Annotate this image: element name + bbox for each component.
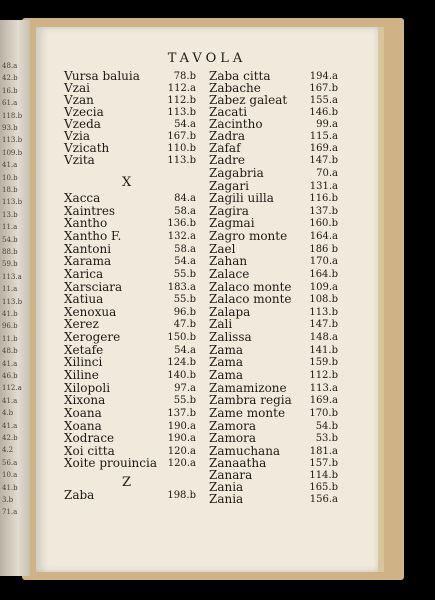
facing-page-stub: 109.b (2, 148, 23, 157)
index-entry-page-ref: 55.b (173, 395, 196, 406)
index-entry-page-ref: 137.b (309, 206, 338, 217)
index-entry-page-ref: 58.a (174, 244, 196, 255)
index-entry-name: Zalaco monte (209, 292, 292, 306)
index-entry-page-ref: 140.b (167, 370, 196, 381)
index-entry-page-ref: 110.b (167, 143, 196, 154)
index-entry-page-ref: 136.b (167, 218, 196, 229)
facing-page-stub: 71.a (2, 508, 18, 517)
index-entry-name: Xiline (64, 368, 99, 382)
index-entry-page-ref: 146.b (309, 107, 338, 118)
facing-page-stub: 3.b (2, 496, 14, 504)
facing-page-stub: 4.b (2, 409, 14, 418)
facing-page-stub: 113.b (2, 297, 23, 306)
index-entry-name: Xilopoli (64, 381, 111, 395)
index-entry-name: Vzita (64, 153, 95, 167)
index-entry-name: Zahan (209, 254, 248, 268)
index-entry-page-ref: 148.a (309, 332, 338, 343)
index-entry-name: Zaba citta (209, 69, 271, 83)
index-entry-name: Zama (209, 368, 244, 382)
index-entry-name: Zamamizone (209, 381, 287, 395)
index-entry-name: Vzan (64, 93, 94, 107)
index-entry-name: Zalace (209, 267, 250, 281)
index-entry-page-ref: 159.b (309, 357, 338, 368)
index-entry-name: Xoana (64, 419, 102, 433)
index-entry-name: Vzicath (64, 141, 110, 155)
index-entry-page-ref: 113.b (309, 307, 338, 318)
index-entry-page-ref: 108.b (309, 294, 338, 305)
facing-page-stub: 10.b (2, 173, 18, 182)
index-entry-page-ref: 113.b (167, 155, 196, 166)
facing-page-stub: 42.b (2, 434, 18, 442)
index-entry-page-ref: 164.b (309, 269, 338, 280)
index-entry-name: Xodrace (64, 431, 115, 445)
facing-page-stub: 113.b (2, 136, 23, 145)
facing-page-stub: 11.a (2, 223, 18, 232)
index-entry-page-ref: 78.b (173, 71, 196, 82)
index-entry-page-ref: 114.b (309, 470, 338, 481)
index-entry-name: Xerez (64, 317, 99, 331)
index-entry-page-ref: 54.a (174, 119, 196, 130)
index-entry-page-ref: 141.b (309, 345, 338, 356)
index-entry-page-ref: 58.a (174, 206, 196, 217)
index-entry-name: Zania (209, 480, 244, 494)
index-entry-name: Zalissa (209, 330, 252, 344)
facing-page-stub: 41.a (2, 359, 18, 368)
index-entry-page-ref: 55.b (173, 269, 196, 280)
index-entry-name: Zalaco monte (209, 280, 292, 294)
facing-page-stub: 11.b (2, 334, 18, 343)
index-entry-page-ref: 124.b (167, 357, 196, 368)
index-entry-page-ref: 170.b (309, 408, 338, 419)
facing-page-stub: 41.a (2, 396, 18, 405)
index-entry-name: Zagira (209, 204, 249, 218)
index-entry-page-ref: 120.a (167, 458, 196, 469)
index-entry-name: Zanaatha (209, 456, 267, 470)
index-entry-name: Zadre (209, 153, 246, 167)
index-entry-page-ref: 54.a (174, 256, 196, 267)
index-entry-page-ref: 112.b (167, 95, 196, 106)
facing-page-stub: 118.b (2, 111, 23, 120)
facing-page-edge (0, 20, 30, 576)
facing-page-stub: 113.b (2, 198, 23, 207)
page-edge-shadow (378, 27, 384, 572)
index-entry-name: Xoana (64, 406, 102, 420)
index-entry-page-ref: 55.b (173, 294, 196, 305)
index-entry-name: Xarsciara (64, 280, 123, 294)
index-entry-page-ref: 84.a (174, 193, 196, 204)
index-entry-page-ref: 97.a (174, 383, 196, 394)
facing-page-stub: 41.a (2, 161, 18, 170)
index-entry-name: Xilinci (64, 355, 103, 369)
index-entry-name: Zael (209, 242, 236, 256)
index-entry-name: Zania (209, 492, 244, 506)
index-entry-name: Zaba (64, 488, 95, 502)
facing-page-stub: 59.b (2, 260, 18, 269)
index-entry-name: Zadra (209, 129, 246, 143)
index-entry-name: Xantho F. (64, 229, 122, 243)
index-entry-page-ref: 115.a (309, 131, 338, 142)
index-entry-name: Zagari (209, 179, 249, 193)
index-entry-page-ref: 181.a (309, 446, 338, 457)
facing-page-stub: 46.b (2, 372, 18, 380)
index-entry-name: Xarama (64, 254, 112, 268)
facing-page-stub: 54.b (2, 235, 18, 244)
facing-page-stub: 41.b (2, 310, 18, 318)
facing-page-stub: 88.b (2, 248, 18, 256)
facing-page-stub: 13.b (2, 210, 18, 219)
facing-page-stub: 61.a (2, 99, 18, 108)
index-entry-name: Zamora (209, 431, 256, 445)
section-letter: Z (122, 475, 132, 490)
index-entry-name: Zamora (209, 419, 256, 433)
facing-page-stub: 16.b (2, 86, 18, 95)
facing-page-stub: 10.a (2, 471, 18, 480)
index-entry-page-ref: 156.a (309, 494, 338, 505)
index-entry-name: Zabache (209, 81, 261, 95)
index-entry-page-ref: 54.a (174, 345, 196, 356)
index-entry-page-ref: 112.a (167, 83, 196, 94)
index-entry-page-ref: 96.b (173, 307, 196, 318)
index-entry-page-ref: 155.a (309, 95, 338, 106)
index-entry-page-ref: 70.a (316, 168, 338, 179)
index-entry-page-ref: 150.b (167, 332, 196, 343)
index-entry-name: Zalapa (209, 305, 251, 319)
index-entry-page-ref: 186 b (309, 244, 338, 255)
index-entry-name: Zagili uilla (209, 191, 274, 205)
index-entry-page-ref: 116.b (309, 193, 338, 204)
index-entry-name: Zanara (209, 468, 253, 482)
index-entry-name: Zambra regia (209, 393, 292, 407)
index-entry-page-ref: 137.b (167, 408, 196, 419)
index-entry-name: Xarica (64, 267, 104, 281)
index-entry-name: Xixona (64, 393, 106, 407)
facing-page-stub: 112.a (2, 384, 22, 393)
index-entry-page-ref: 132.a (167, 231, 196, 242)
facing-page-stub: 93.b (2, 124, 18, 132)
index-entry-name: Zama (209, 343, 244, 357)
facing-page-stub: 41.b (2, 483, 18, 492)
index-entry-name: Zali (209, 317, 233, 331)
index-entry-page-ref: 54.b (315, 421, 338, 432)
index-entry-name: Vzecia (64, 105, 104, 119)
section-letter: X (122, 175, 132, 190)
facing-page-stub: 48.b (2, 347, 18, 356)
index-entry-name: Vzeda (64, 117, 101, 131)
index-entry-page-ref: 120.a (167, 446, 196, 457)
index-entry-page-ref: 165.b (309, 482, 338, 493)
index-entry-page-ref: 170.a (309, 256, 338, 267)
page-title: TAVOLA (167, 51, 247, 66)
index-entry-page-ref: 160.b (309, 218, 338, 229)
index-entry-page-ref: 198.b (167, 490, 196, 501)
index-entry-name: Xenoxua (64, 305, 117, 319)
index-entry-name: Vursa baluia (64, 69, 140, 83)
index-entry-page-ref: 112.b (309, 370, 338, 381)
index-entry-name: Xantho (64, 216, 108, 230)
index-entry-page-ref: 190.a (167, 433, 196, 444)
index-entry-page-ref: 169.a (309, 395, 338, 406)
index-entry-page-ref: 147.b (309, 319, 338, 330)
index-entry-name: Xoi citta (64, 444, 115, 458)
index-entry-name: Vzia (64, 129, 90, 143)
index-entry-name: Zacintho (209, 117, 263, 131)
facing-page-stub: 48.a (2, 62, 18, 70)
index-entry-name: Zagmai (209, 216, 255, 230)
index-entry-page-ref: 157.b (309, 458, 338, 469)
facing-page-stub: 11.a (2, 285, 18, 294)
index-entry-page-ref: 147.b (309, 155, 338, 166)
facing-page-stub: 18.b (2, 186, 18, 194)
index-entry-name: Zagabria (209, 166, 264, 180)
index-entry-page-ref: 167.b (309, 83, 338, 94)
index-entry-page-ref: 194.a (309, 71, 338, 82)
index-entry-page-ref: 167.b (167, 131, 196, 142)
index-page (36, 27, 378, 572)
facing-page-stub: 42.b (2, 74, 18, 83)
index-entry-name: Xantoni (64, 242, 112, 256)
facing-page-stub: 56.a (2, 458, 18, 467)
index-entry-page-ref: 164.a (309, 231, 338, 242)
facing-page-stub: 113.a (2, 272, 22, 281)
facing-page-stub: 4.2 (2, 446, 14, 455)
index-entry-name: Zagro monte (209, 229, 288, 243)
facing-page-stub: 96.b (2, 322, 18, 331)
index-entry-name: Zacati (209, 105, 248, 119)
index-entry-name: Xerogere (64, 330, 121, 344)
index-entry-page-ref: 169.a (309, 143, 338, 154)
index-entry-name: Xacca (64, 191, 101, 205)
index-entry-name: Xoite prouincia (64, 456, 157, 470)
index-entry-page-ref: 99.a (316, 119, 338, 130)
facing-page-stub: 41.a (2, 421, 18, 430)
index-entry-page-ref: 183.a (167, 282, 196, 293)
index-entry-page-ref: 109.a (309, 282, 338, 293)
index-entry-name: Zafaf (209, 141, 241, 155)
index-entry-name: Vzai (64, 81, 90, 95)
index-entry-page-ref: 47.b (173, 319, 196, 330)
index-entry-name: Xetafe (64, 343, 104, 357)
index-entry-page-ref: 131.a (309, 181, 338, 192)
index-entry-name: Zabez galeat (209, 93, 288, 107)
index-entry-name: Zamuchana (209, 444, 281, 458)
index-entry-name: Xaintres (64, 204, 116, 218)
index-entry-name: Zame monte (209, 406, 286, 420)
index-entry-page-ref: 190.a (167, 421, 196, 432)
index-entry-page-ref: 113.b (167, 107, 196, 118)
index-entry-page-ref: 53.b (315, 433, 338, 444)
index-entry-name: Zama (209, 355, 244, 369)
index-entry-page-ref: 113.a (309, 383, 338, 394)
index-entry-name: Xatiua (64, 292, 104, 306)
